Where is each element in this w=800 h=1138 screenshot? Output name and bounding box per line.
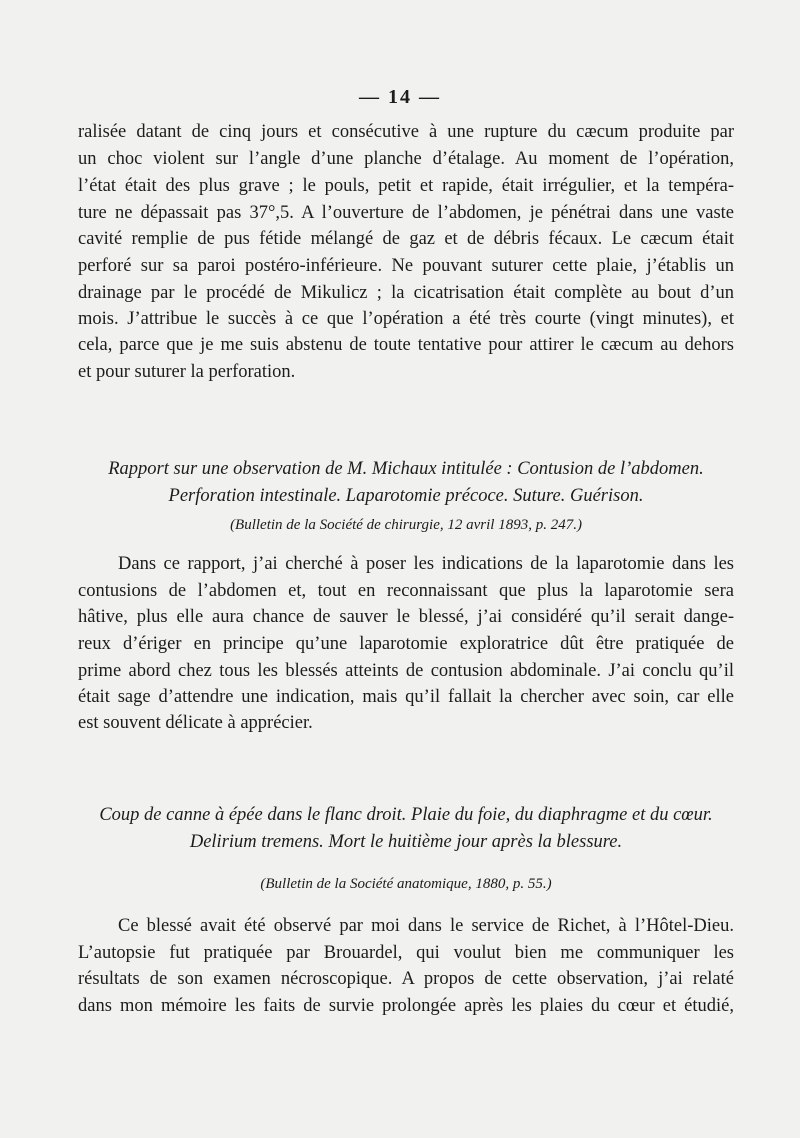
text-line: Ce blessé avait été observé par moi dans le service de Richet, à l’Hôtel-Dieu. — [118, 916, 734, 936]
text-line: ralisée datant de cinq jours et consécutive à une rupture du cæcum produite par — [78, 122, 734, 142]
text-line: dans mon mémoire les faits de survie prolongée après les plaies du cœur et étudié, — [78, 996, 734, 1016]
text-line: hâtive, plus elle aura chance de sauver le blessé, j’ai considéré qu’il serait dange- — [78, 607, 734, 627]
text-line: cela, parce que je me suis abstenu de toute tentative pour attirer le cæcum au dehors — [78, 335, 734, 355]
heading-line: Rapport sur une observation de M. Michaux intitulée : Contusion de l’abdomen. — [108, 459, 704, 479]
text-line: Dans ce rapport, j’ai cherché à poser les indications de la laparotomie dans les — [118, 554, 734, 574]
text-line: L’autopsie fut pratiquée par Brouardel, qui voulut bien me communiquer les — [78, 943, 734, 963]
text-line: reux d’ériger en principe qu’une laparotomie exploratrice dût être pratiquée de — [78, 634, 734, 654]
text-line: prime abord chez tous les blessés atteints de contusion abdominale. J’ai conclu qu’il — [78, 661, 734, 681]
text-line: drainage par le procédé de Mikulicz ; la cicatrisation était complète au bout d’un — [78, 283, 734, 303]
text-line: est souvent délicate à apprécier. — [78, 713, 313, 733]
text-line: ture ne dépassait pas 37°,5. A l’ouverture de l’abdomen, je pénétrai dans une vaste — [78, 203, 734, 223]
heading-line: Perforation intestinale. Laparotomie précoce. Suture. Guérison. — [168, 486, 644, 506]
heading-line: Coup de canne à épée dans le flanc droit. Plaie du foie, du diaphragme et du cœur. — [99, 805, 713, 825]
text-line: était sage d’attendre une indication, mais qu’il fallait la chercher avec soin, car elle — [78, 687, 734, 707]
text-line: contusions de l’abdomen et, tout en reconnaissant que plus la laparotomie sera — [78, 581, 734, 601]
heading-line: Delirium tremens. Mort le huitième jour après la blessure. — [189, 832, 623, 852]
bibliographic-citation: (Bulletin de la Société de chirurgie, 12 avril 1893, p. 247.) — [230, 517, 582, 533]
text-line: résultats de son examen nécroscopique. A propos de cette observation, j’ai relaté — [78, 969, 734, 989]
text-line: cavité remplie de pus fétide mélangé de gaz et de débris fécaux. Le cæcum était — [78, 229, 734, 249]
text-line: perforé sur sa paroi postéro-inférieure. Ne pouvant suturer cette plaie, j’établis un — [78, 256, 734, 276]
bibliographic-citation: (Bulletin de la Société anatomique, 1880, p. 55.) — [260, 876, 552, 892]
text-line: l’état était des plus grave ; le pouls, petit et rapide, était irrégulier, et la tempéra- — [78, 176, 734, 196]
text-line: mois. J’attribue le succès à ce que l’opération a été très courte (vingt minutes), et — [78, 309, 734, 329]
text-line: et pour suturer la perforation. — [78, 362, 296, 382]
page-number: — 14 — — [359, 86, 441, 108]
text-line: un choc violent sur l’angle d’une planche d’étalage. Au moment de l’opération, — [78, 149, 734, 169]
